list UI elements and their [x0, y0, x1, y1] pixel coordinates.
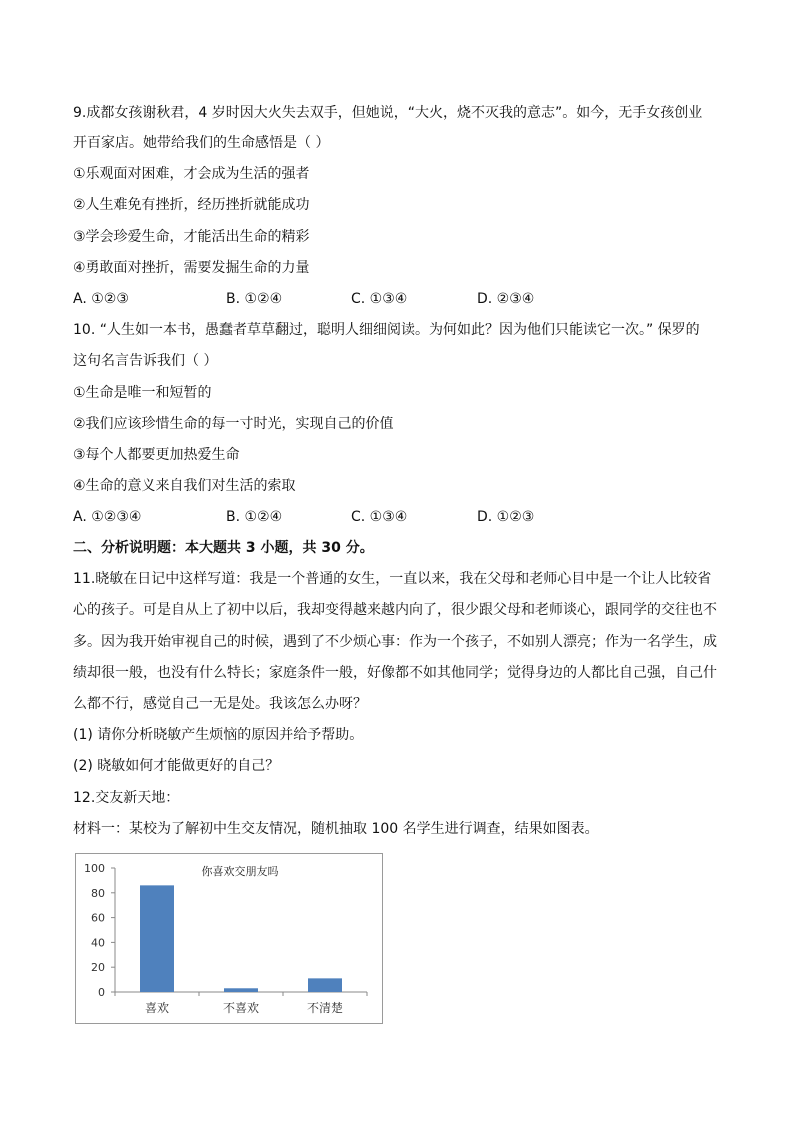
q10-option-b: B. ①②④	[226, 509, 283, 525]
q9-option-a: A. ①②③	[73, 291, 129, 307]
q10-option-a: A. ①②③④	[73, 509, 142, 525]
q11-line-2: 心的孩子。可是自从上了初中以后，我却变得越来越内向了，很少跟父母和老师谈心，跟同学的交往也不	[73, 602, 717, 618]
section-heading: 二、分析说明题：本大题共 3 小题，共 30 分。	[73, 540, 374, 556]
q9-item-4: ④勇敢面对挫折，需要发掘生命的力量	[73, 260, 310, 276]
q9-item-2: ②人生难免有挫折，经历挫折就能成功	[73, 197, 310, 213]
q11-line-1: 11.晓敏在日记中这样写道：我是一个普通的女生，一直以来，我在父母和老师心目中是一个让人比较省	[73, 571, 712, 587]
q10-item-4: ④生命的意义来自我们对生活的索取	[73, 478, 296, 494]
y-tick-label: 40	[91, 936, 105, 950]
q9-item-1: ①乐观面对困难，才会成为生活的强者	[73, 166, 310, 182]
q9-option-c: C. ①③④	[351, 291, 408, 307]
q10-item-1: ①生命是唯一和短暂的	[73, 385, 212, 401]
q12-title: 12.交友新天地：	[73, 790, 180, 806]
q10-option-d: D. ①②③	[477, 509, 535, 525]
y-tick-label: 100	[84, 862, 105, 875]
q10-stem-line2: 这句名言告诉我们（ ）	[73, 353, 218, 369]
survey-bar-chart	[75, 853, 383, 1024]
q9-options	[73, 289, 723, 309]
q11-line-4: 绩却很一般，也没有什么特长；家庭条件一般，好像都不如其他同学；觉得身边的人都比自己强，自己什	[73, 665, 717, 681]
bar-2	[224, 988, 258, 992]
x-tick-label: 不清楚	[306, 1001, 344, 1015]
q10-options	[73, 507, 723, 527]
q11-sub-question-1: (1) 请你分析晓敏产生烦恼的原因并给予帮助。	[73, 727, 364, 743]
bar-1	[140, 885, 174, 992]
q9-stem-line2: 开百家店。她带给我们的生命感悟是（ ）	[73, 135, 330, 151]
q12-material-1: 材料一：某校为了解初中生交友情况，随机抽取 100 名学生进行调查，结果如图表。	[73, 821, 599, 837]
y-tick-label: 80	[91, 886, 105, 900]
q10-option-c: C. ①③④	[351, 509, 408, 525]
y-tick-label: 60	[91, 911, 105, 925]
q10-stem-line1: 10. “人生如一本书，愚蠢者草草翻过，聪明人细细阅读。为何如此？因为他们只能读它一次。” 保罗的	[73, 322, 700, 338]
q10-item-2: ②我们应该珍惜生命的每一寸时光，实现自己的价值	[73, 416, 394, 432]
bar-chart-svg	[76, 854, 382, 1023]
q9-stem-line1: 9.成都女孩谢秋君，4 岁时因大火失去双手，但她说，“大火，烧不灭我的意志”。如今，无手女孩创业	[73, 105, 703, 121]
q11-line-3: 多。因为我开始审视自己的时候，遇到了不少烦心事：作为一个孩子，不如别人漂亮；作为一名学生，成	[73, 634, 717, 650]
q9-item-3: ③学会珍爱生命，才能活出生命的精彩	[73, 229, 310, 245]
y-tick-label: 0	[98, 986, 105, 999]
bar-3	[308, 978, 342, 992]
q9-option-d: D. ②③④	[477, 291, 535, 307]
q9-option-b: B. ①②④	[226, 291, 283, 307]
q10-item-3: ③每个人都要更加热爱生命	[73, 447, 240, 463]
q11-line-5: 么都不行，感觉自己一无是处。我该怎么办呀？	[73, 696, 367, 712]
x-tick-label: 喜欢	[144, 1001, 170, 1015]
chart-title: 你喜欢交朋友吗	[201, 865, 279, 878]
y-tick-label: 20	[91, 961, 105, 975]
q11-sub-question-2: (2) 晓敏如何才能做更好的自己？	[73, 758, 280, 774]
x-tick-label: 不喜欢	[222, 1001, 260, 1015]
